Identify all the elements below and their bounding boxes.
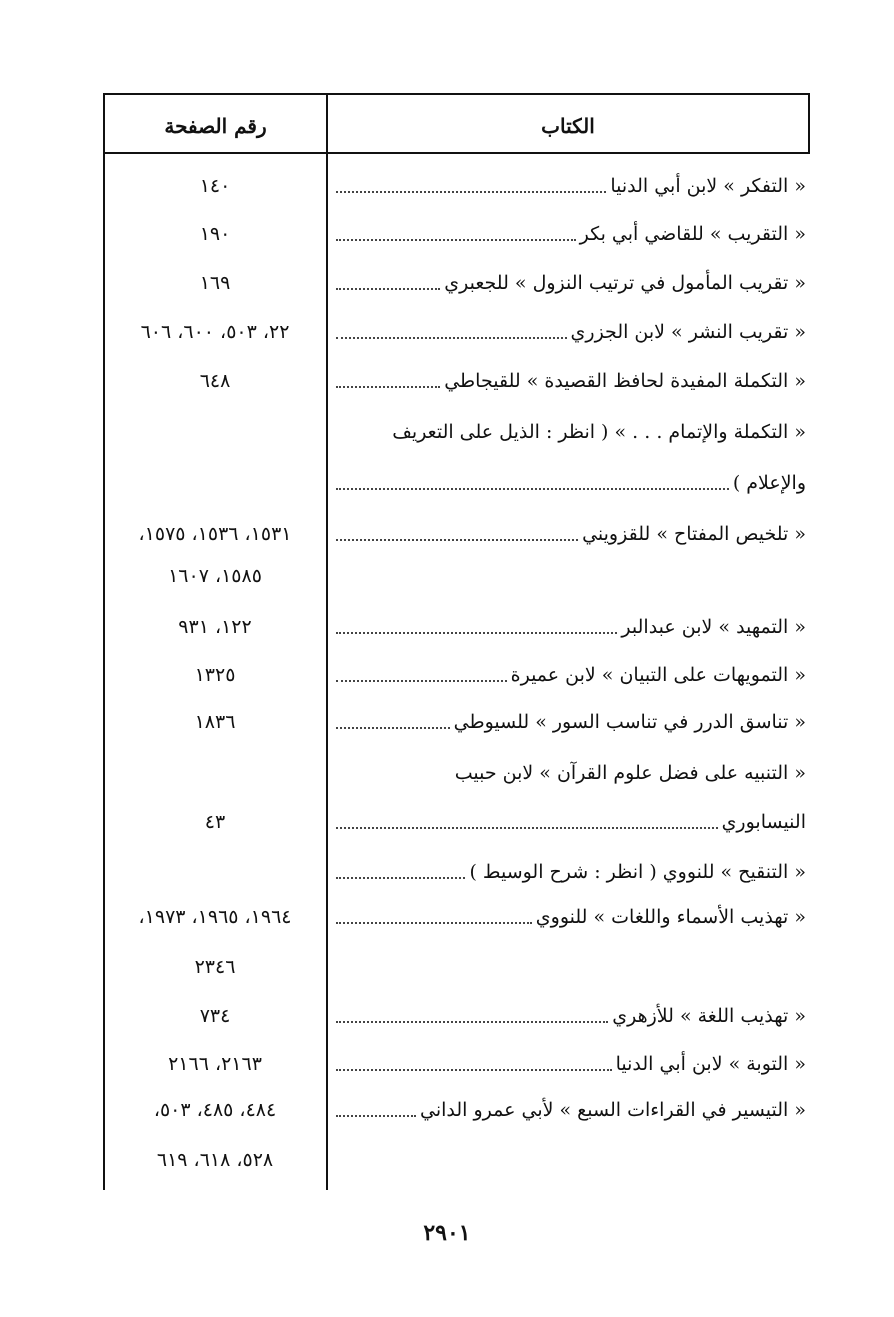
book-title: « تقريب المأمول في ترتيب النزول » للجعبري [444, 271, 806, 294]
leader-dots [336, 680, 507, 682]
book-column-header: الكتاب [541, 114, 595, 138]
page-column-header: رقم الصفحة [164, 114, 267, 138]
page-numbers-cell: ١٥٣١، ١٥٣٦، ١٥٧٥، [138, 522, 292, 545]
book-title: « تلخيص المفتاح » للقزويني [582, 522, 806, 545]
book-title-cell [334, 992, 810, 1039]
page-numbers-cell: ٢١٦٣، ٢١٦٦ [168, 1052, 262, 1075]
book-title-cell [334, 510, 810, 557]
book-title: « التنبيه على فضل علوم القرآن » لابن حبيب [454, 761, 806, 784]
page-numbers-cell: ٤٣ [204, 810, 226, 833]
book-title: النيسابوري [721, 810, 806, 833]
book-title: « التكملة المفيدة لحافظ القصيدة » للقيجاطي [444, 369, 806, 392]
book-title-cell [334, 798, 810, 845]
leader-dots [336, 1069, 612, 1071]
page-numbers-cell [104, 408, 326, 455]
leader-dots [336, 632, 617, 634]
book-title: « تهذيب الأسماء واللغات » للنووي [535, 905, 806, 928]
leader-dots [336, 488, 729, 490]
book-title-cell [334, 459, 810, 506]
page-numbers-cell: ٤٨٤، ٤٨٥، ٥٠٣، [153, 1098, 277, 1121]
column-divider [326, 93, 328, 1190]
book-title: « التيسير في القراءات السبع » لأبي عمرو الداني [420, 1098, 806, 1121]
page-number: ٢٩٠١ [423, 1220, 471, 1246]
leader-dots [336, 386, 440, 388]
table-top-border [104, 93, 810, 95]
page-numbers-cell: ٢٣٤٦ [194, 955, 236, 978]
page-numbers-cell: ١٥٨٥، ١٦٠٧ [168, 564, 262, 587]
book-title-cell [334, 698, 810, 745]
book-title-cell [334, 162, 810, 209]
leader-dots [336, 288, 440, 290]
book-title-cell [334, 749, 810, 796]
leader-dots [336, 239, 576, 241]
book-title-cell [334, 1136, 810, 1183]
leader-dots [336, 1021, 608, 1023]
book-title-cell [334, 893, 810, 940]
page-numbers-cell: ١٩٦٤، ١٩٦٥، ١٩٧٣، [138, 905, 292, 928]
book-title: « التمهيد » لابن عبدالبر [621, 615, 806, 638]
page-numbers-cell [104, 749, 326, 796]
page-numbers-cell: ٥٢٨، ٦١٨، ٦١٩ [156, 1148, 274, 1171]
leader-dots [336, 727, 450, 729]
book-title-cell [334, 552, 810, 599]
book-title-cell [334, 259, 810, 306]
book-title-cell [334, 1086, 810, 1133]
book-title: « التنقيح » للنووي ( انظر : شرح الوسيط ) [469, 860, 806, 883]
book-title-cell [334, 308, 810, 355]
page-numbers-cell: ١٦٩ [199, 271, 231, 294]
book-title-cell [334, 848, 810, 895]
book-title: « التفكر » لابن أبي الدنيا [610, 174, 806, 197]
header-divider [104, 152, 810, 154]
page-numbers-cell: ٧٣٤ [199, 1004, 231, 1027]
leader-dots [336, 922, 532, 924]
page-numbers-cell: ١٨٣٦ [194, 710, 236, 733]
book-title-cell [334, 408, 810, 455]
leader-dots [336, 827, 718, 829]
book-title-cell [334, 651, 810, 698]
page-numbers-cell [104, 848, 326, 895]
page-numbers-cell: ١٩٠ [199, 222, 231, 245]
book-title: « تناسق الدرر في تناسب السور » للسيوطي [453, 710, 806, 733]
book-title: « التكملة والإتمام . . . » ( انظر : الذيل على التعريف [392, 420, 806, 443]
book-title: « التمويهات على التبيان » لابن عميرة [510, 663, 806, 686]
page-numbers-cell: ١٣٢٥ [194, 663, 236, 686]
book-title: والإعلام ) [732, 471, 806, 494]
book-title: « التقريب » للقاضي أبي بكر [579, 222, 806, 245]
book-title: « تقريب النشر » لابن الجزري [570, 320, 806, 343]
leader-dots [336, 877, 465, 879]
page-numbers-cell: ١٤٠ [199, 174, 231, 197]
book-title: « التوبة » لابن أبي الدنيا [615, 1052, 806, 1075]
book-title-cell [334, 603, 810, 650]
page-numbers-cell: ٢٢، ٥٠٣، ٦٠٠، ٦٠٦ [140, 320, 290, 343]
book-title-cell [334, 943, 810, 990]
page-numbers-cell [104, 459, 326, 506]
page-numbers-cell: ٦٤٨ [199, 369, 231, 392]
page-numbers-cell: ١٢٢، ٩٣١ [178, 615, 252, 638]
leader-dots [336, 337, 567, 339]
book-title: « تهذيب اللغة » للأزهري [612, 1004, 806, 1027]
book-title-cell [334, 357, 810, 404]
leader-dots [336, 539, 578, 541]
book-title-cell [334, 1040, 810, 1087]
leader-dots [336, 191, 606, 193]
leader-dots [336, 1115, 416, 1117]
book-title-cell [334, 210, 810, 257]
table-right-border [808, 93, 810, 154]
